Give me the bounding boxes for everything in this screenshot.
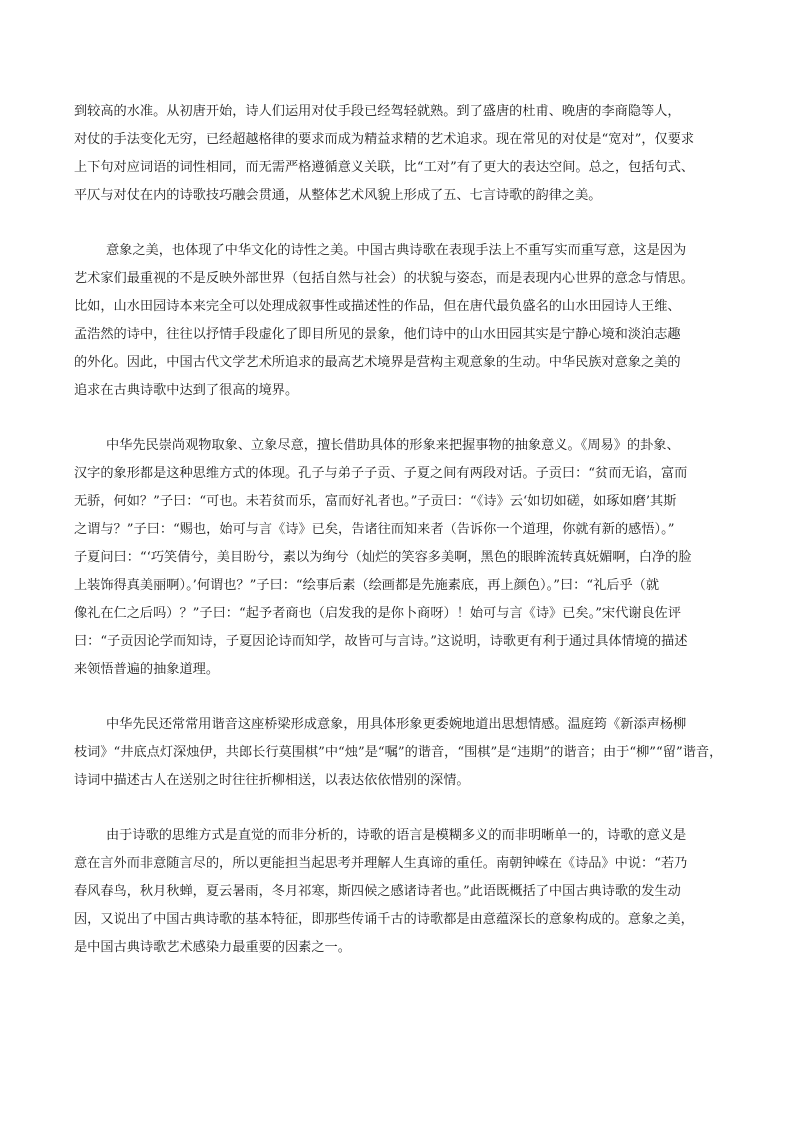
text-line: 诗词中描述古人在送别之时往往折柳相送，以表达依依惜别的深情。: [74, 773, 470, 788]
text-line: 孟浩然的诗中，往往以抒情手段虚化了即目所见的景象，他们诗中的山水田园其实是宁静心境和淡泊志趣: [74, 327, 681, 342]
text-line: 上下句对应词语的词性相同，而无需严格遵循意义关联，比“工对”有了更大的表达空间。总之，包括句式、: [74, 160, 695, 175]
text-line: 到较高的水准。从初唐开始，诗人们运用对仗手段已经驾轻就熟。到了盛唐的杜甫、晚唐的李商隐等人，: [74, 104, 681, 119]
text-line: 是中国古典诗歌艺术感染力最重要的因素之一。: [74, 940, 351, 955]
text-line: 春风春鸟，秋月秋蝉，夏云暑雨，冬月祁寒，斯四候之感诸诗者也。”此语既概括了中国古典诗歌的发生动: [74, 884, 681, 899]
text-line: 平仄与对仗在内的诗歌技巧融会贯通，从整体艺术风貌上形成了五、七言诗歌的韵律之美。: [74, 188, 602, 203]
text-line: 因，又说出了中国古典诗歌的基本特征，即那些传诵千古的诗歌都是由意蕴深长的意象构成的。意象之美，: [74, 912, 694, 927]
text-line: 汉字的象形都是这种思维方式的体现。孔子与弟子子贡、子夏之间有两段对话。子贡曰：“贫而无谄，富而: [74, 466, 688, 481]
text-line: 上装饰得真美丽啊）。’何谓也？”子曰：“绘事后素（绘画都是先施素底，再上颜色）。”曰：“礼后乎（就: [74, 578, 660, 593]
text-line: 之谓与？”子曰：“赐也，始可与言《诗》已矣，告诸往而知来者（告诉你一个道理，你就有新的感悟）。”: [74, 522, 675, 537]
text-line: 比如，山水田园诗本来完全可以处理成叙事性或描述性的作品，但在唐代最负盛名的山水田园诗人王维、: [74, 299, 681, 314]
text-line: 中华先民还常常用谐音这座桥梁形成意象，用具体形象更委婉地道出思想情感。温庭筠《新添声杨柳: [106, 717, 687, 732]
text-line: 由于诗歌的思维方式是直觉的而非分析的，诗歌的语言是模糊多义的而非明晰单一的，诗歌的意义是: [106, 828, 687, 843]
text-line: 枝词》“井底点灯深烛伊，共郎长行莫围棋”中“烛”是“嘱”的谐音，“围棋”是“违期”的谐音；由于“柳”“留”谐音，: [74, 745, 723, 760]
text-line: 艺术家们最重视的不是反映外部世界（包括自然与社会）的状貌与姿态，而是表现内心世界的意念与情思。: [74, 271, 694, 286]
text-line: 追求在古典诗歌中达到了很高的境界。: [74, 383, 299, 398]
text-line: 的外化。因此，中国古代文学艺术所追求的最高艺术境界是营构主观意象的生动。中华民族对意象之美的: [74, 355, 681, 370]
text-line: 曰：“子贡因论学而知诗，子夏因论诗而知学，故皆可与言诗。”这说明，诗歌更有利于通过具体情境的描述: [74, 634, 688, 649]
text-line: 意在言外而非意随言尽的，所以更能担当起思考并理解人生真谛的重任。南朝钟嵘在《诗品》中说：“若乃: [74, 856, 688, 871]
text-line: 子夏问曰：“‘巧笑倩兮，美目盼兮，素以为绚兮（灿烂的笑容多美啊，黑色的眼眸流转真妩媚啊，白净的脸: [74, 550, 692, 565]
text-line: 中华先民崇尚观物取象、立象尽意，擅长借助具体的形象来把握事物的抽象意义。《周易》的卦象、: [106, 438, 680, 453]
text-line: 来领悟普遍的抽象道理。: [74, 662, 220, 677]
text-line: 对仗的手法变化无穷，已经超越格律的要求而成为精益求精的艺术追求。现在常见的对仗是“宽对”，仅要求: [74, 132, 695, 147]
text-line: 无骄，何如？”子曰：“可也。未若贫而乐，富而好礼者也。”子贡曰：“《诗》云‘如切如磋，如琢如磨’其斯: [74, 494, 677, 509]
text-line: 像礼在仁之后吗）？”子曰：“起予者商也（启发我的是你卜商呀）！始可与言《诗》已矣。”宋代谢良佐评: [74, 606, 682, 621]
text-line: 意象之美，也体现了中华文化的诗性之美。中国古典诗歌在表现手法上不重写实而重写意，这是因为: [106, 243, 687, 258]
